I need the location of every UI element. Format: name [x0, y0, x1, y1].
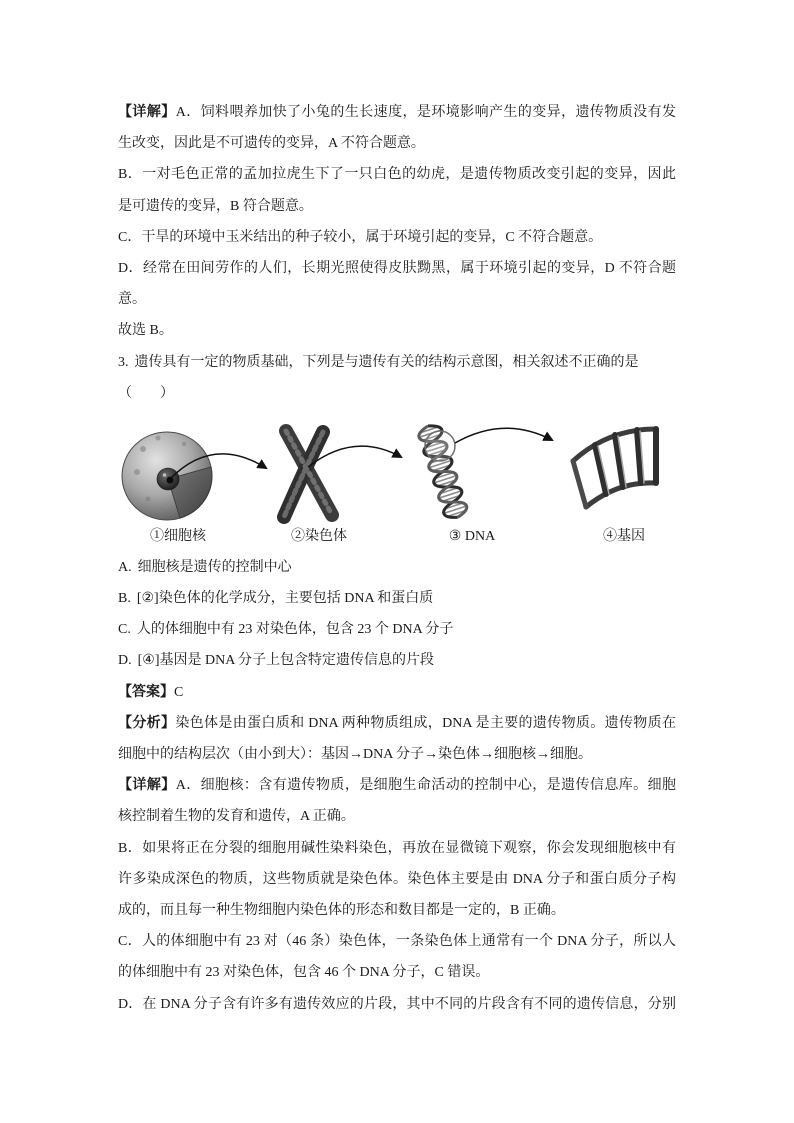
- option-d-letter: D.: [118, 653, 132, 669]
- prev-detail-d-text-2: 意。: [118, 292, 146, 308]
- option-c-text: 人的体细胞中有 23 对染色体，包含 23 个 DNA 分子: [136, 622, 454, 638]
- analysis-label: 【分析】: [118, 715, 176, 731]
- detail-line-a2: [118, 801, 676, 832]
- detail-c-text-2: 的体细胞中有 23 对染色体，包含 46 个 DNA 分子，C 错误。: [118, 965, 490, 981]
- prev-detail-line-a2: [118, 128, 676, 159]
- question-stem-line-2: [118, 378, 676, 409]
- prev-detail-label: 【详解】: [118, 105, 176, 120]
- answer-value: C: [174, 684, 184, 700]
- nucleus-highlight: [163, 473, 167, 477]
- prev-detail-a-text-2: 生改变，因此是不可遗传的变异，A 不符合题意。: [118, 136, 425, 152]
- prev-detail-b-text-1: B．一对毛色正常的孟加拉虎生下了一只白色的幼虎，是遗传物质改变引起的变异，因此: [118, 167, 676, 183]
- cell-organelle: [140, 446, 146, 452]
- prev-detail-line-a1: [118, 97, 676, 128]
- dna-magnify-circle: [425, 431, 455, 461]
- cell-organelle: [156, 435, 161, 440]
- prev-detail-d-text-1: D．经常在田间劳作的人们，长期光照使得皮肤黝黑，属于环境引起的变异，D 不符合题: [118, 260, 676, 276]
- option-a-text: 细胞核是遗传的控制中心: [137, 559, 292, 575]
- analysis-line-2: [118, 739, 676, 770]
- answer-label: 【答案】: [118, 684, 174, 700]
- option-d-text: [④]基因是 DNA 分子上包含特定遗传信息的片段: [137, 653, 435, 669]
- prev-detail-a-text-1: A．饲料喂养加快了小兔的生长速度，是环境影响产生的变异，遗传物质没有发: [175, 105, 677, 120]
- option-a-letter: A.: [118, 559, 132, 575]
- cell-organelle: [160, 507, 165, 512]
- option-a: [118, 552, 676, 583]
- text-column: [118, 97, 676, 1020]
- prev-detail-line-b1: [118, 159, 676, 190]
- detail-c-text-1: C．人的体细胞中有 23 对（46 条）染色体，一条染色体上通常有一个 DNA 分子，所以人: [118, 934, 676, 950]
- analysis-line-1: [118, 708, 676, 739]
- detail-line-d1: [118, 989, 676, 1020]
- detail-line-b2: [118, 864, 676, 895]
- question-answer-blank: （ ）: [118, 385, 174, 401]
- prev-conclusion-line: [118, 315, 676, 346]
- question-number: 3.: [118, 354, 129, 370]
- detail-label: 【详解】: [118, 778, 176, 794]
- option-b-text: [②]染色体的化学成分，主要包括 DNA 和蛋白质: [136, 591, 434, 607]
- analysis-text-1: 染色体是由蛋白质和 DNA 两种物质组成，DNA 是主要的遗传物质。遗传物质在: [175, 715, 676, 731]
- figure-label-dna: ③ DNA: [448, 528, 496, 544]
- option-c: [118, 614, 676, 645]
- prev-conclusion: 故选 B。: [118, 323, 173, 339]
- figure-label-chromosome: ②染色体: [291, 528, 347, 544]
- prev-detail-c-text-1: C．干旱的环境中玉米结出的种子较小，属于环境引起的变异，C 不符合题意。: [118, 229, 603, 245]
- detail-line-b1: [118, 833, 676, 864]
- option-d: [118, 645, 676, 676]
- prev-detail-line-d2: [118, 284, 676, 315]
- arrow-dna-to-gene: [455, 428, 552, 443]
- cell-nucleus-image: [122, 432, 212, 520]
- cell-organelle: [146, 496, 151, 501]
- option-b-letter: B.: [118, 591, 131, 607]
- option-b: [118, 583, 676, 614]
- gene-rung: [595, 445, 606, 494]
- prev-detail-line-c1: [118, 222, 676, 253]
- detail-line-b3: [118, 895, 676, 926]
- heredity-structure-figure: [118, 409, 676, 552]
- detail-b-text-2: 许多染成深色的物质，这些物质就是染色体。染色体主要是由 DNA 分子和蛋白质分子构: [118, 871, 676, 887]
- gene-rung: [573, 461, 586, 507]
- answer-line: [118, 677, 676, 708]
- detail-d-text-1: D．在 DNA 分子含有许多有遗传效应的片段，其中不同的片段含有不同的遗传信息，分别: [118, 996, 676, 1012]
- analysis-text-2: 细胞中的结构层次（由小到大）：基因→DNA 分子→染色体→细胞核→细胞。: [118, 747, 593, 762]
- prev-detail-line-d1: [118, 253, 676, 284]
- question-stem-text-1: 遗传具有一定的物质基础，下列是与遗传有关的结构示意图，相关叙述不正确的是: [134, 354, 639, 370]
- detail-b-text-1: B．如果将正在分裂的细胞用碱性染料染色，再放在显微镜下观察，你会发现细胞核中有: [118, 840, 676, 856]
- cell-organelle: [182, 442, 186, 446]
- gene-image: [573, 429, 656, 507]
- question-stem-line-1: [118, 347, 676, 378]
- cell-organelle: [134, 469, 140, 475]
- figure-label-nucleus: ①细胞核: [150, 528, 206, 544]
- detail-line-c1: [118, 926, 676, 957]
- option-c-letter: C.: [118, 622, 131, 638]
- detail-line-a1: [118, 770, 676, 801]
- detail-a-text-2: 核控制着生物的发育和遗传，A 正确。: [118, 809, 355, 825]
- chromosome-image: [284, 431, 332, 517]
- prev-detail-line-b2: [118, 191, 676, 222]
- figure-label-gene: ④基因: [603, 528, 645, 544]
- detail-a-text-1: A．细胞核：含有遗传物质，是细胞生命活动的控制中心，是遗传信息库。细胞: [175, 778, 677, 794]
- figure-svg: [118, 409, 676, 552]
- detail-line-c2: [118, 957, 676, 988]
- detail-b-text-3: 成的，而且每一种生物细胞内染色体的形态和数目都是一定的，B 正确。: [118, 902, 565, 918]
- prev-detail-b-text-2: 是可遗传的变异，B 符合题意。: [118, 198, 313, 214]
